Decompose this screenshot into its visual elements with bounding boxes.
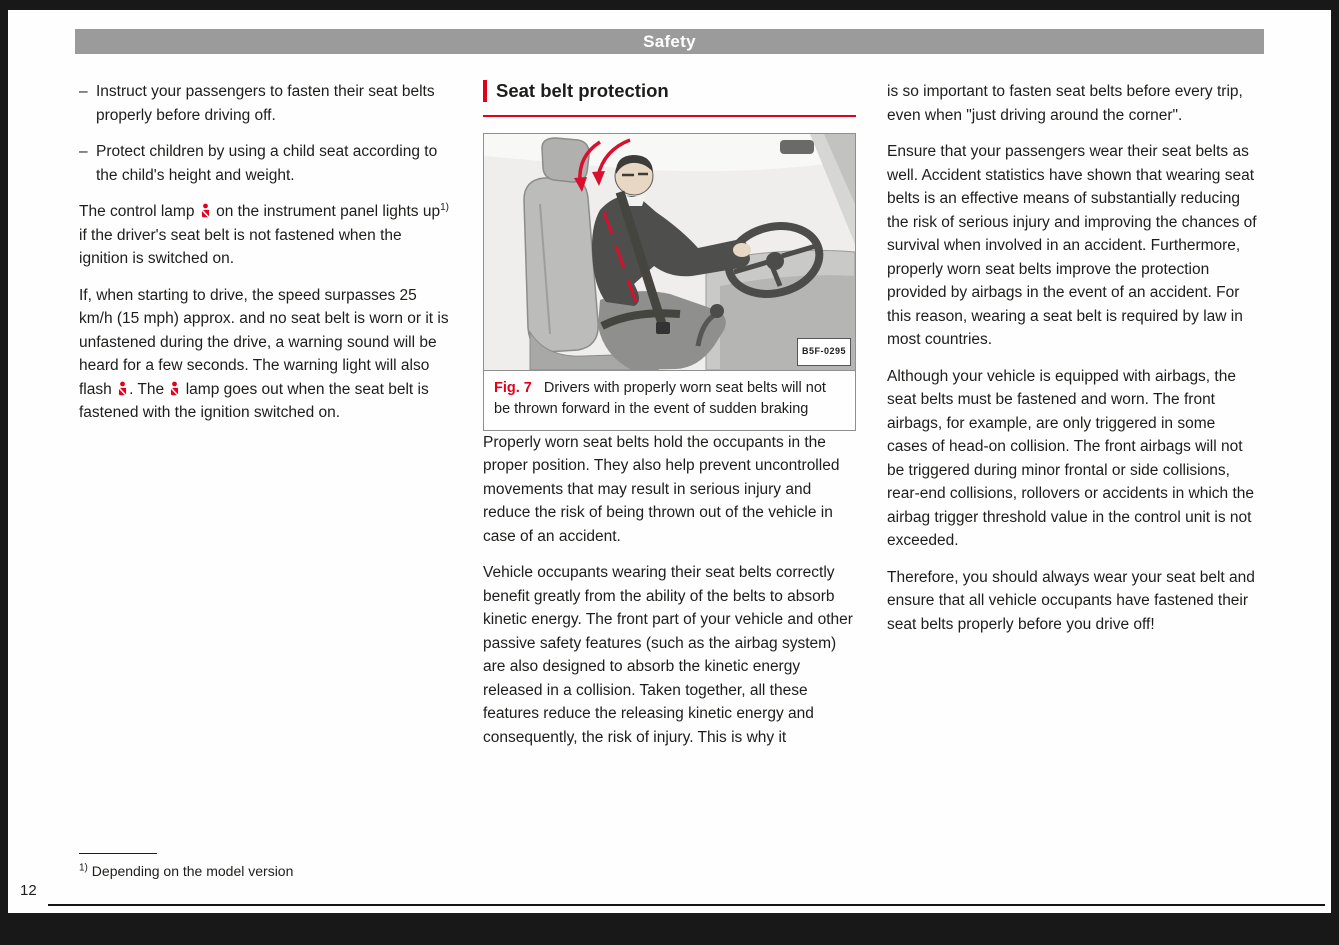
body-paragraph: is so important to fasten seat belts before every trip, even when "just driving around the corner".: [887, 83, 1243, 124]
figure-illustration: [484, 134, 855, 370]
body-paragraph: Vehicle occupants wearing their seat belts correctly benefit greatly from the ability of the belts to absorb kinetic energy. The front part of your vehicle and other passive safety features (such as the airbag system) are also designed to absorb the kinetic energy released in a collision. Taken together, all these features reduce the releasing kinetic energy and consequently, the risk of injury. This is why it: [483, 564, 853, 746]
control-lamp-paragraph: [79, 200, 452, 271]
content-columns: [79, 80, 1260, 762]
footnote-rule: [79, 853, 157, 854]
middle-column: [483, 80, 856, 762]
text-segment: The control lamp: [79, 203, 195, 220]
text-segment: if the driver's seat belt is not fastened when the ignition is switched on.: [79, 226, 402, 267]
bullet-text: Instruct your passengers to fasten their seat belts properly before driving off.: [96, 83, 435, 124]
bullet-dash: –: [79, 83, 88, 100]
left-column: [79, 80, 452, 762]
seat-belt-warning-icon: [168, 381, 181, 397]
figure-caption: [484, 371, 855, 430]
bullet-text: Protect children by using a child seat according to the child's height and weight.: [96, 143, 438, 184]
figure-7: [483, 133, 856, 431]
footnote-text-row: [79, 862, 293, 880]
seat-belt-warning-icon: [199, 203, 212, 219]
figure-image-code: B5F-0295: [797, 338, 851, 366]
section-heading: [483, 80, 856, 117]
body-paragraph: Although your vehicle is equipped with airbags, the seat belts must be fastened and worn. The front airbags, for example, are only triggered in some cases of head-on collision. The front airbags will not be triggered during minor frontal or side collisions, rear-end collisions, rollovers or accidents in which the airbag trigger threshold value in the control unit is not exceeded.: [887, 367, 1254, 549]
right-column: [887, 80, 1260, 762]
footnote-marker: 1): [79, 862, 88, 874]
footnote-reference: 1): [440, 201, 450, 213]
section-heading-text: Seat belt protection: [483, 80, 669, 102]
text-segment: on the instrument panel lights up: [216, 203, 441, 220]
list-item: [79, 140, 452, 187]
figure-caption-text: Drivers with properly worn seat belts will not be thrown forward in the event of sudden braking: [494, 379, 826, 417]
seat-belt-warning-icon: [116, 381, 129, 397]
figure-label: Fig. 7: [494, 379, 532, 396]
text-segment: . The: [129, 380, 165, 398]
figure-image: [484, 134, 855, 371]
body-paragraph: Properly worn seat belts hold the occupants in the proper position. They also help prevent uncontrolled movements that may result in serious injury and reduce the risk of being thrown out of the vehicle in case of an accident.: [483, 433, 840, 545]
section-title: Safety: [643, 31, 696, 51]
text-segment: If, when starting to drive, the speed surpasses 25 km/h (15 mph) approx. and no seat belt is worn or it is unfastened during the drive, a warning sound will be heard for a few seconds. The warning light will also flash: [79, 286, 449, 398]
section-header-bar: [75, 29, 1264, 54]
bullet-dash: –: [79, 143, 88, 160]
manual-page: [8, 10, 1331, 913]
text-segment: lamp goes out when the seat belt is fastened with the ignition switched on.: [79, 380, 429, 421]
body-paragraph: Ensure that your passengers wear their seat belts as well. Accident statistics have shown that wearing seat belts is an effective means of substantially reducing the risk of serious injury and improving the chances of survival when involved in an accident. Furthermore, properly worn seat belts improve the protection provided by airbags in the event of an accident. For this reason, wearing a seat belt is required by law in most countries.: [887, 143, 1257, 348]
page-bottom-rule: [48, 904, 1325, 906]
body-paragraph: Therefore, you should always wear your seat belt and ensure that all vehicle occupants have fastened their seat belts properly before you drive off!: [887, 568, 1255, 633]
list-item: [79, 80, 452, 127]
page-number: 12: [20, 882, 37, 899]
speed-warning-paragraph: [79, 284, 452, 425]
footnote-text: Depending on the model version: [91, 863, 294, 879]
footnote: [79, 853, 293, 880]
